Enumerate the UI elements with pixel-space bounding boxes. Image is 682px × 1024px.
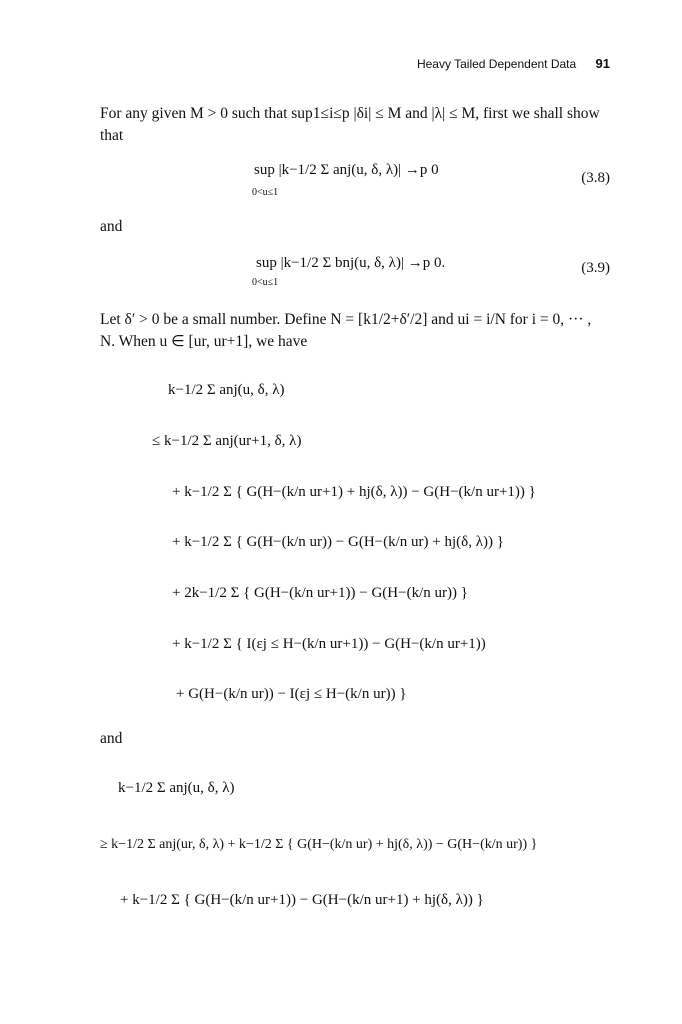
equation-3-8-limits: 0<u≤1 [252, 187, 279, 198]
paragraph-intro [100, 103, 610, 147]
equation-3-9-expr: sup |k−1/2 Σ bnj(u, δ, λ)| →p 0. [256, 255, 446, 271]
block1-line-5: + 2k−1/2 Σ { G(H−(k/n ur+1)) − G(H−(k/n ur)) } [172, 585, 468, 601]
block1-line-6: + k−1/2 Σ { I(εj ≤ H−(k/n ur+1)) − G(H−(k/n ur+1)) [172, 636, 486, 652]
connector-and-1 [100, 216, 610, 238]
equation-number-3-8: (3.8) [581, 170, 610, 186]
equation-3-9 [256, 255, 445, 272]
equation-3-8 [254, 162, 439, 179]
block1-line-1: k−1/2 Σ anj(u, δ, λ) [168, 382, 285, 398]
paragraph-intro-text: For any given M > 0 such that sup1≤i≤p |δi| ≤ M and |λ| ≤ M, first we shall show that [100, 105, 600, 144]
block2-line-3: + k−1/2 Σ { G(H−(k/n ur+1)) − G(H−(k/n ur+1) + hj(δ, λ)) } [120, 892, 484, 908]
connector-and-1-text: and [100, 218, 123, 235]
block1-line-4: + k−1/2 Σ { G(H−(k/n ur)) − G(H−(k/n ur) + hj(δ, λ)) } [172, 534, 504, 550]
paragraph-define-text: Let δ′ > 0 be a small number. Define N = [k1/2+δ′/2] and ui = i/N for i = 0, ··· , N. When u ∈ [ur, ur+1], we have [100, 311, 592, 350]
running-header [417, 56, 610, 71]
block2-line-1: k−1/2 Σ anj(u, δ, λ) [118, 780, 235, 796]
paragraph-define [100, 309, 610, 353]
block1-line-2: ≤ k−1/2 Σ anj(ur+1, δ, λ) [152, 433, 302, 449]
connector-and-2-text: and [100, 730, 123, 747]
connector-and-2 [100, 728, 610, 750]
page-number: 91 [595, 56, 610, 71]
equation-3-9-limits: 0<u≤1 [252, 277, 279, 288]
block1-line-3: + k−1/2 Σ { G(H−(k/n ur+1) + hj(δ, λ)) − G(H−(k/n ur+1)) } [172, 484, 536, 500]
block2-line-2: ≥ k−1/2 Σ anj(ur, δ, λ) + k−1/2 Σ { G(H−(k/n ur) + hj(δ, λ)) − G(H−(k/n ur)) } [100, 837, 538, 852]
block1-line-7: + G(H−(k/n ur)) − I(εj ≤ H−(k/n ur)) } [176, 686, 407, 702]
equation-number-3-9: (3.9) [581, 260, 610, 276]
running-title: Heavy Tailed Dependent Data [416, 57, 577, 71]
equation-3-8-expr: sup |k−1/2 Σ anj(u, δ, λ)| →p 0 [254, 162, 439, 178]
